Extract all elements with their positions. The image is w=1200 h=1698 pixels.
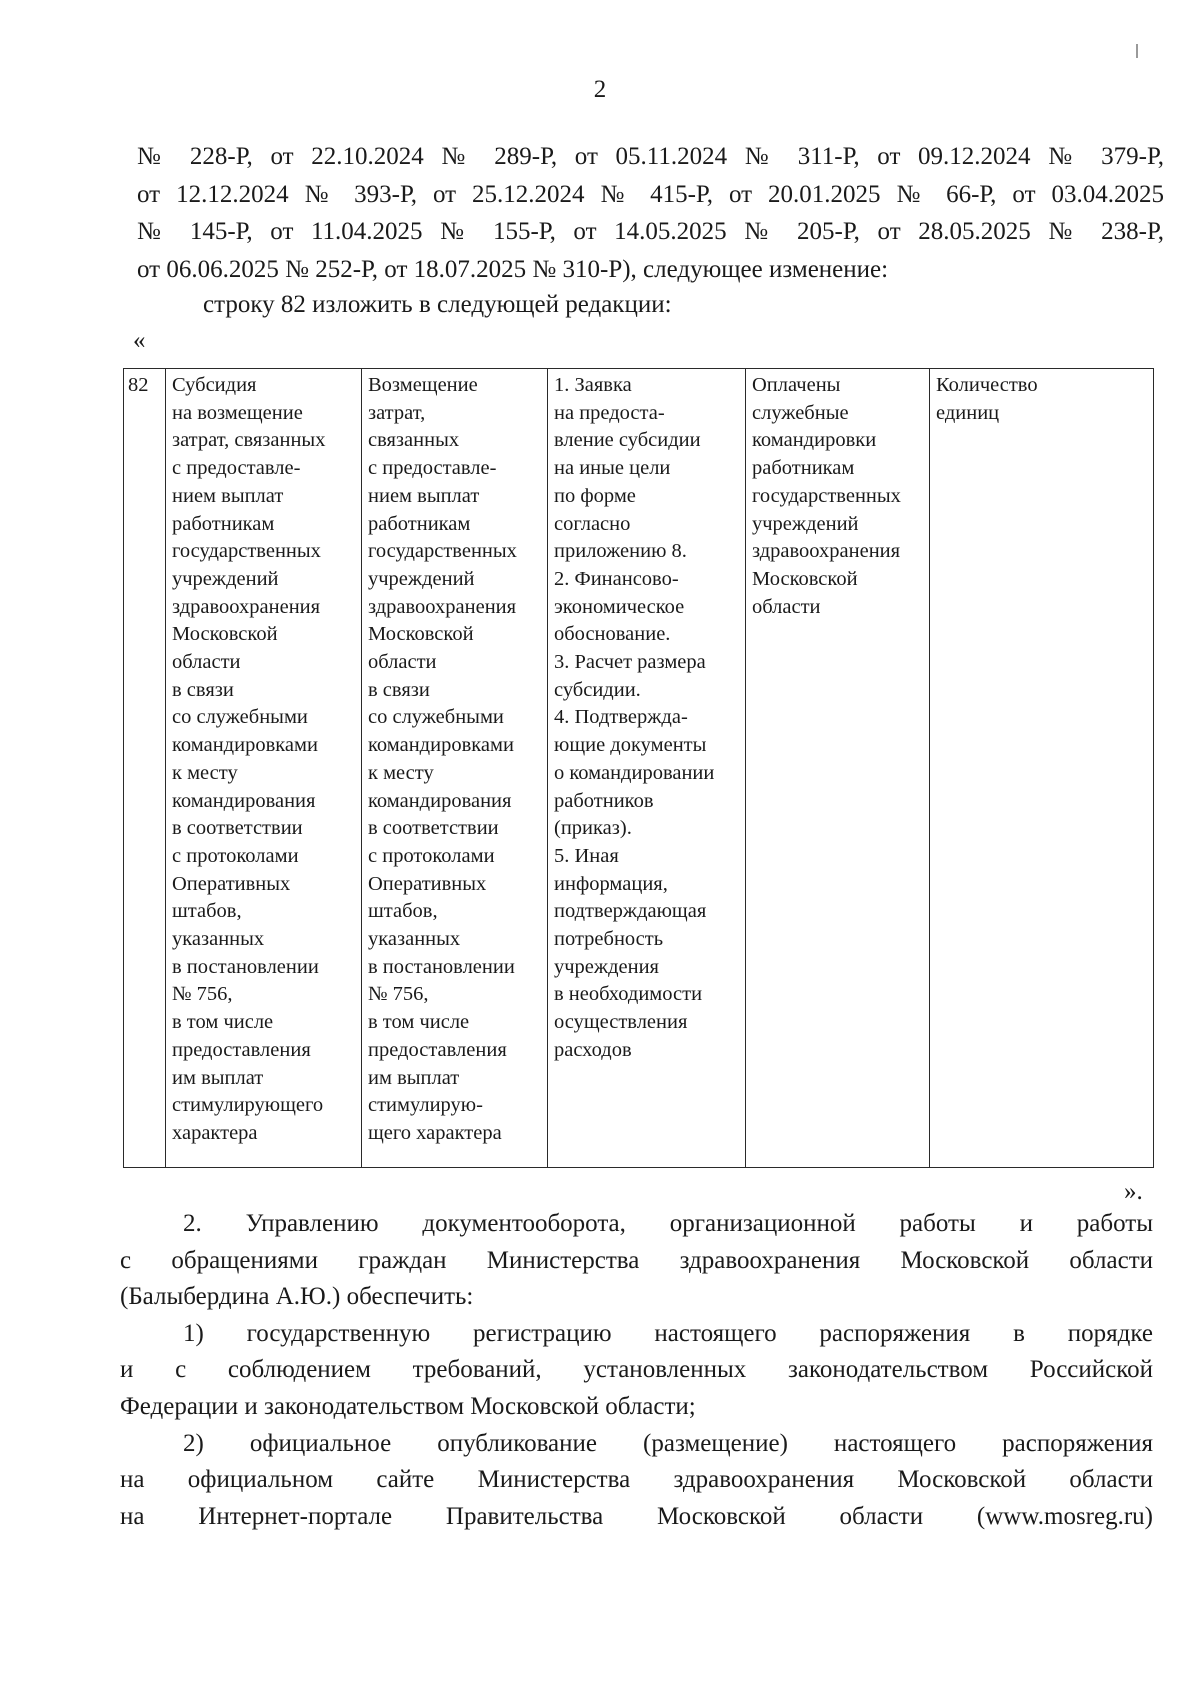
opening-quote: «	[133, 327, 146, 354]
amendment-table	[123, 368, 1154, 1168]
unit-cell: Количество единиц	[930, 369, 1154, 1168]
row-number-cell: 82	[124, 369, 166, 1168]
table-row	[124, 369, 1154, 1168]
scan-artifact-mark	[1136, 44, 1138, 58]
subsidy-name-cell: Субсидия на возмещение затрат, связанных с предоставле- нием выплат работникам государственных учреждений здравоохранения Московской области в связи со служебными командировками к месту командирования в соответствии с протоколами Оперативных штабов, указанных в постановлении № 756, в том числе предоставления им выплат стимулирующего характера	[166, 369, 362, 1168]
item-2-line: на официальном сайте Министерства здравоохранения Московской области	[120, 1466, 1153, 1494]
intro-line: от 06.06.2025 № 252-Р, от 18.07.2025 № 310-Р), следующее изменение:	[137, 255, 889, 283]
closing-quote: ».	[1124, 1178, 1143, 1205]
intro-line: № 145-Р, от 11.04.2025 № 155-Р, от 14.05.2025 № 205-Р, от 28.05.2025 № 238-Р,	[137, 218, 1164, 245]
result-cell: Оплачены служебные командировки работникам государственных учреждений здравоохранения Московской области	[746, 369, 930, 1168]
intro-line: от 12.12.2024 № 393-Р, от 25.12.2024 № 415-Р, от 20.01.2025 № 66-Р, от 03.04.2025	[137, 180, 1164, 208]
purpose-cell: Возмещение затрат, связанных с предоставле- нием выплат работникам государственных учреждений здравоохранения Московской области в связи со служебными командировками к месту командирования в соответствии с протоколами Оперативных штабов, указанных в постановлении № 756, в том числе предоставления им выплат стимулирую- щего характера	[362, 369, 548, 1168]
item-1-line: и с соблюдением требований, установленных законодательством Российской	[120, 1356, 1153, 1384]
instruction-line: строку 82 изложить в следующей редакции:	[203, 291, 672, 318]
paragraph-2-line: (Балыбердина А.Ю.) обеспечить:	[120, 1283, 474, 1311]
paragraph-2-line: с обращениями граждан Министерства здравоохранения Московской области	[120, 1246, 1153, 1274]
item-1-line: 1) государственную регистрацию настоящего распоряжения в порядке	[183, 1319, 1153, 1347]
intro-paragraph	[137, 138, 1164, 288]
body-text	[120, 1206, 1153, 1535]
item-2-line: 2) официальное опубликование (размещение) настоящего распоряжения	[183, 1429, 1153, 1457]
intro-line: № 228-Р, от 22.10.2024 № 289-Р, от 05.11.2024 № 311-Р, от 09.12.2024 № 379-Р,	[137, 143, 1164, 170]
page-number: 2	[593, 76, 607, 103]
documents-cell: 1. Заявка на предоста- вление субсидии на иные цели по форме согласно приложению 8. 2. Финансово- экономическое обоснование. 3. Расчет размера субсидии. 4. Подтвержда- ющие документы о командировании работников (приказ). 5. Иная информация, подтверждающая потребность учреждения в необходимости осуществления расходов	[548, 369, 746, 1168]
paragraph-2-line: 2. Управлению документооборота, организационной работы и работы	[183, 1210, 1153, 1237]
item-2-line: на Интернет-портале Правительства Московской области (www.mosreg.ru)	[120, 1502, 1153, 1530]
item-1-line: Федерации и законодательством Московской области;	[120, 1392, 696, 1420]
